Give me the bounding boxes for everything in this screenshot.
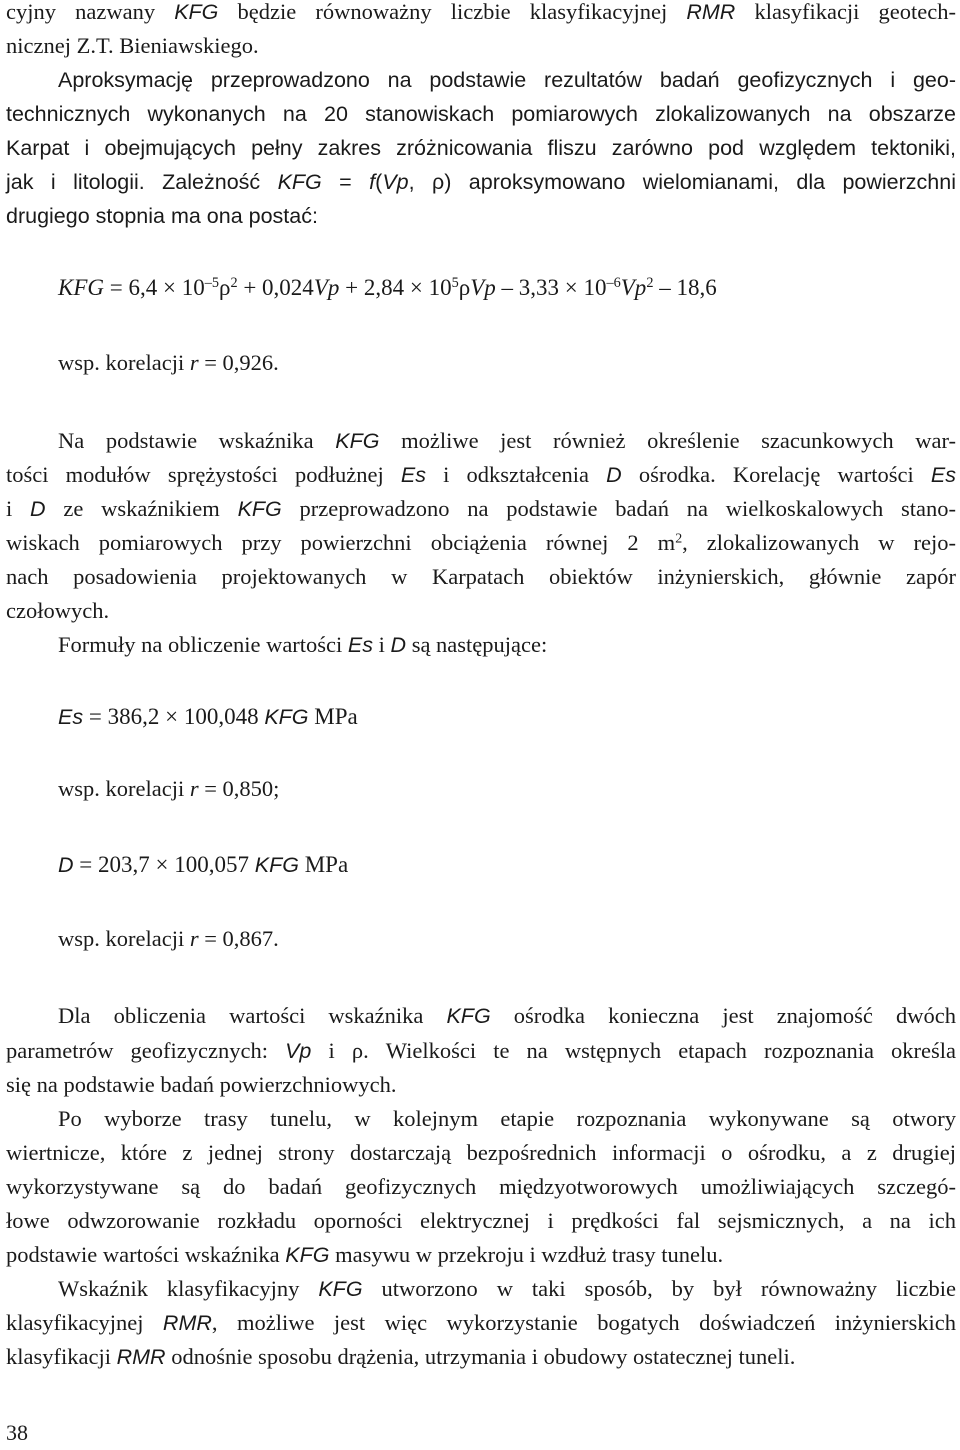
text-line: wsp. korelacji r = 0,850; — [58, 776, 280, 801]
text-line: Aproksymację przeprowadzono na podstawie rezultatów badań geofizycznych i geo- — [58, 68, 956, 92]
text-line: klasyfikacji RMR odnośnie sposobu drążenia, utrzymania i obudowy ostatecznej tuneli. — [6, 1344, 796, 1369]
text-line: łowe odwzorowanie rozkładu oporności elektrycznej i prędkości fal sejsmicznych, a na ich — [6, 1208, 956, 1233]
text-line: wykorzystywane są do badań geofizycznych międzyotworowych umożliwiających szczegó- — [6, 1174, 956, 1199]
text-line: wsp. korelacji r = 0,926. — [58, 350, 279, 375]
times-symbol: × — [165, 704, 179, 729]
text-line: klasyfikacyjnej RMR, możliwe jest więc wykorzystanie bogatych doświadczeń inżynierskich — [6, 1310, 957, 1335]
page-number: 38 — [6, 1420, 28, 1445]
times-symbol: × — [155, 852, 169, 877]
text-line: Po wyborze trasy tunelu, w kolejnym etapie rozpoznania wykonywane są otwory — [58, 1106, 956, 1131]
text-line: się na podstawie badań powierzchniowych. — [6, 1072, 397, 1097]
text-line: Na podstawie wskaźnika KFG możliwe jest również określenie szacunkowych war- — [58, 428, 956, 453]
text-line: wiskach pomiarowych przy powierzchni obciążenia równej 2 $m^2$, zlokalizowanych w rejo- — [6, 530, 956, 555]
text-line: tości modułów sprężystości podłużnej Es i odkształcenia D ośrodka. Korelację wartości Es — [6, 462, 956, 487]
text-line: parametrów geofizycznych: Vp i ρ. Wielkości te na wstępnych etapach rozpoznania określa — [6, 1038, 956, 1063]
text-line: Wskaźnik klasyfikacyjny KFG utworzono w taki sposób, by był równoważny liczbie — [58, 1276, 956, 1301]
times-symbol: × — [409, 275, 423, 300]
times-symbol: × — [564, 275, 578, 300]
text-line: nach posadowienia projektowanych w Karpatach obiektów inżynierskich, głównie zapór — [6, 564, 956, 589]
text-line: podstawie wartości wskaźnika KFG masywu w przekroju i wzdłuż trasy tunelu. — [6, 1242, 724, 1267]
formula-kfg: KFG = $6,4 \times 10^{-5}\rho^2 + 0,024Vp + 2,84 \times 10^5\rho Vp - 3,33 \times 10^{-6}Vp^2 - 18,6$ — [58, 275, 717, 300]
text-line: cyjny nazwany KFG będzie równoważny liczbie klasyfikacyjnej RMR klasyfikacji geotech- — [6, 0, 957, 24]
times-symbol: × — [162, 275, 176, 300]
text-line: Dla obliczenia wartości wskaźnika KFG ośrodka konieczna jest znajomość dwóch — [58, 1003, 956, 1028]
text-line: technicznych wykonanych na 20 stanowiskach pomiarowych zlokalizowanych na obszarze — [6, 102, 956, 126]
text-line: czołowych. — [6, 598, 110, 623]
text-line: i D ze wskaźnikiem KFG przeprowadzono na podstawie badań na wielkoskalowych stano- — [6, 496, 956, 521]
text-line: nicznej Z.T. Bieniawskiego. — [6, 33, 259, 58]
formula-es: Es = 386,2 × 100,048 KFG MPa — [58, 704, 358, 729]
text-line: Formuły na obliczenie wartości Es i D są następujące: — [58, 632, 548, 657]
text-line: jak i litologii. Zależność KFG = f(Vp, ρ) aproksymowano wielomianami, dla powierzchni — [6, 170, 956, 194]
text-line: drugiego stopnia ma ona postać: — [6, 204, 318, 228]
formula-d: D = 203,7 × 100,057 KFG MPa — [58, 852, 349, 877]
text-line: wiertnicze, które z jednej strony dostarczają bezpośrednich informacji o ośrodku, a z drugiej — [6, 1140, 956, 1165]
text-line: Karpat i obejmujących pełny zakres zróżnicowania fliszu zarówno pod względem tektoniki, — [6, 136, 956, 160]
text-line: wsp. korelacji r = 0,867. — [58, 926, 279, 951]
